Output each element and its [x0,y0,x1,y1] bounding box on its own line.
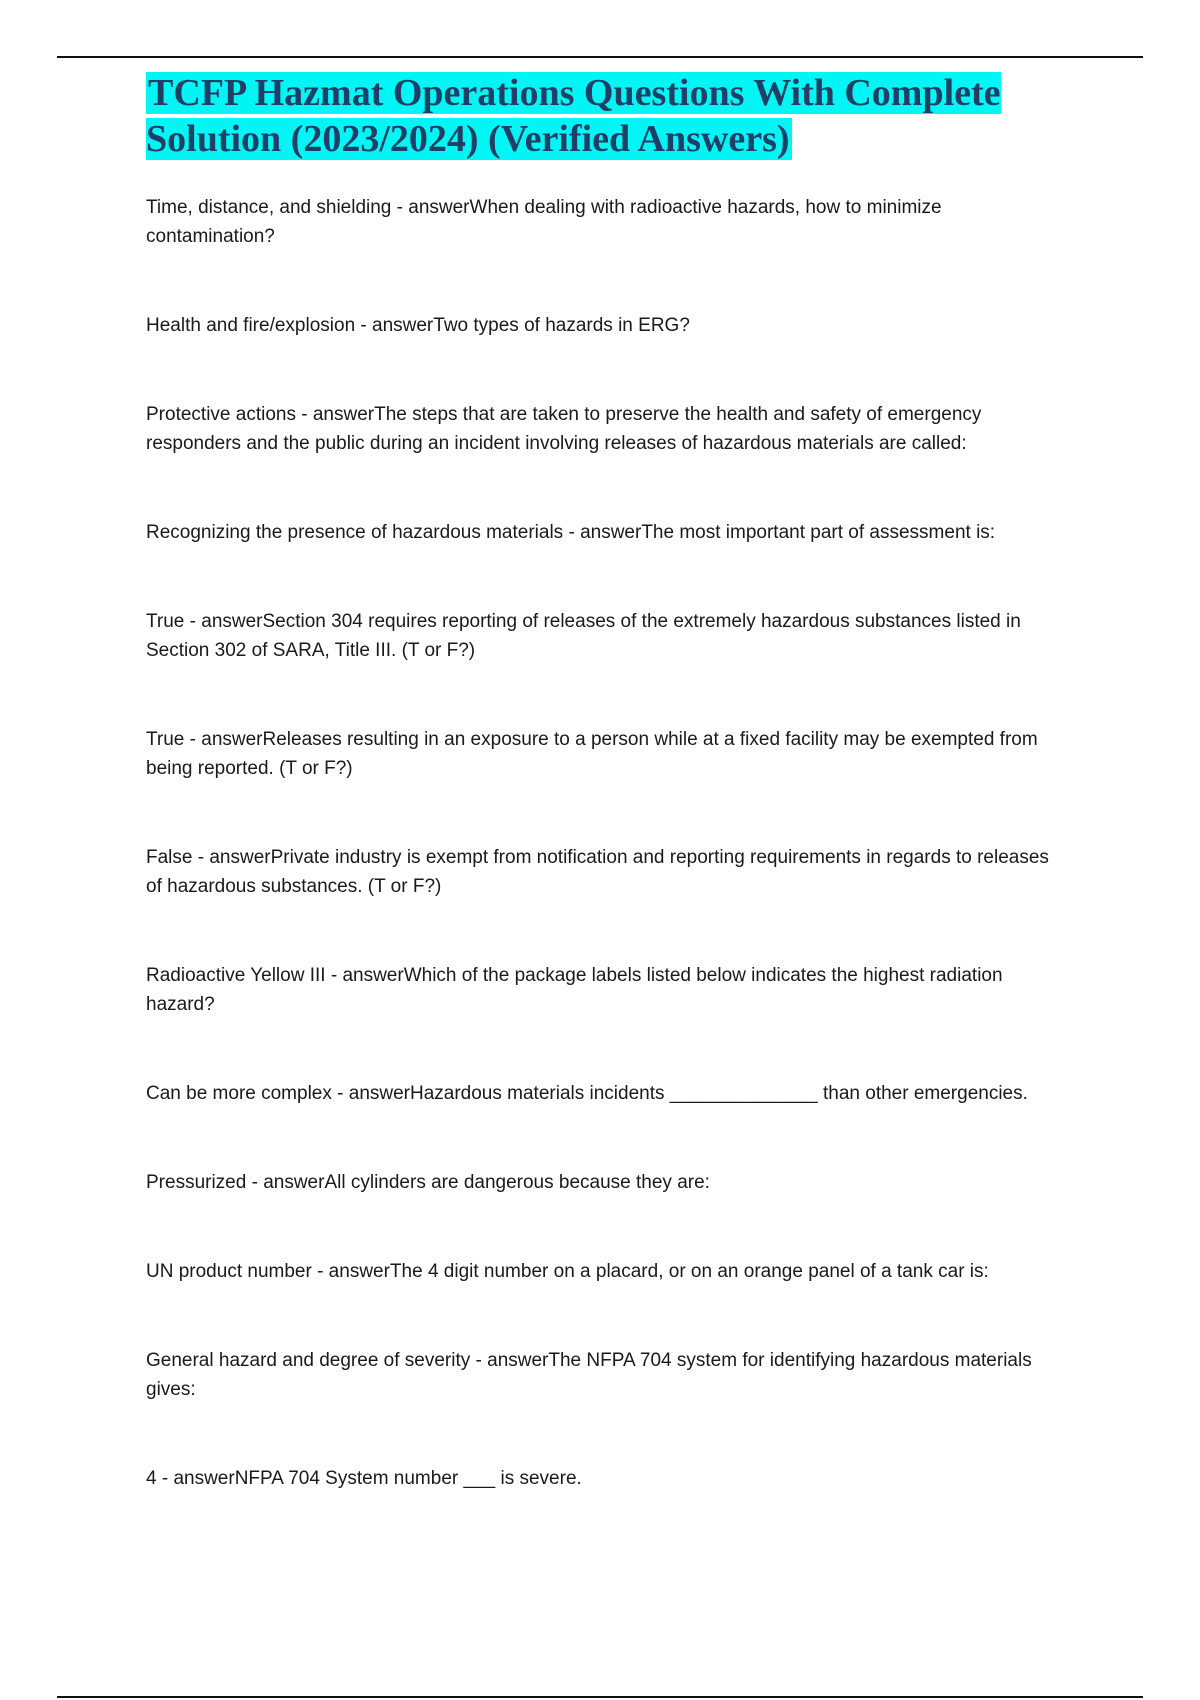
qa-item: UN product number - answerThe 4 digit number on a placard, or on an orange panel of a tank car is: [146,1261,989,1282]
document-title [146,70,1066,162]
qa-list [146,193,1066,1493]
qa-item: Time, distance, and shielding - answerWhen dealing with radioactive hazards, how to minimize contamination? [146,197,942,247]
bottom-divider [57,1696,1143,1698]
qa-item: True - answerSection 304 requires reporting of releases of the extremely hazardous substances listed in Section 302 of SARA, Title III. (T or F?) [146,611,1021,661]
top-divider [57,56,1143,58]
document-body [146,70,1066,1493]
qa-item: Can be more complex - answerHazardous materials incidents ______________ than other emergencies. [146,1083,1028,1104]
qa-item: False - answerPrivate industry is exempt from notification and reporting requirements in regards to releases of hazardous substances. (T or F?) [146,847,1049,897]
qa-item: 4 - answerNFPA 704 System number ___ is severe. [146,1468,582,1489]
qa-item: Recognizing the presence of hazardous materials - answerThe most important part of assessment is: [146,522,996,543]
qa-item: General hazard and degree of severity - answerThe NFPA 704 system for identifying hazardous materials gives: [146,1350,1032,1400]
qa-item: Radioactive Yellow III - answerWhich of the package labels listed below indicates the highest radiation hazard? [146,965,1003,1015]
qa-item: Health and fire/explosion - answerTwo types of hazards in ERG? [146,315,690,336]
qa-item: Protective actions - answerThe steps that are taken to preserve the health and safety of emergency responders and the public during an incident involving releases of hazardous materials are called: [146,404,982,454]
title-highlight: TCFP Hazmat Operations Questions With Complete Solution (2023/2024) (Verified Answers) [146,72,1001,160]
qa-item: True - answerReleases resulting in an exposure to a person while at a fixed facility may be exempted from being reported. (T or F?) [146,729,1038,779]
qa-item: Pressurized - answerAll cylinders are dangerous because they are: [146,1172,710,1193]
